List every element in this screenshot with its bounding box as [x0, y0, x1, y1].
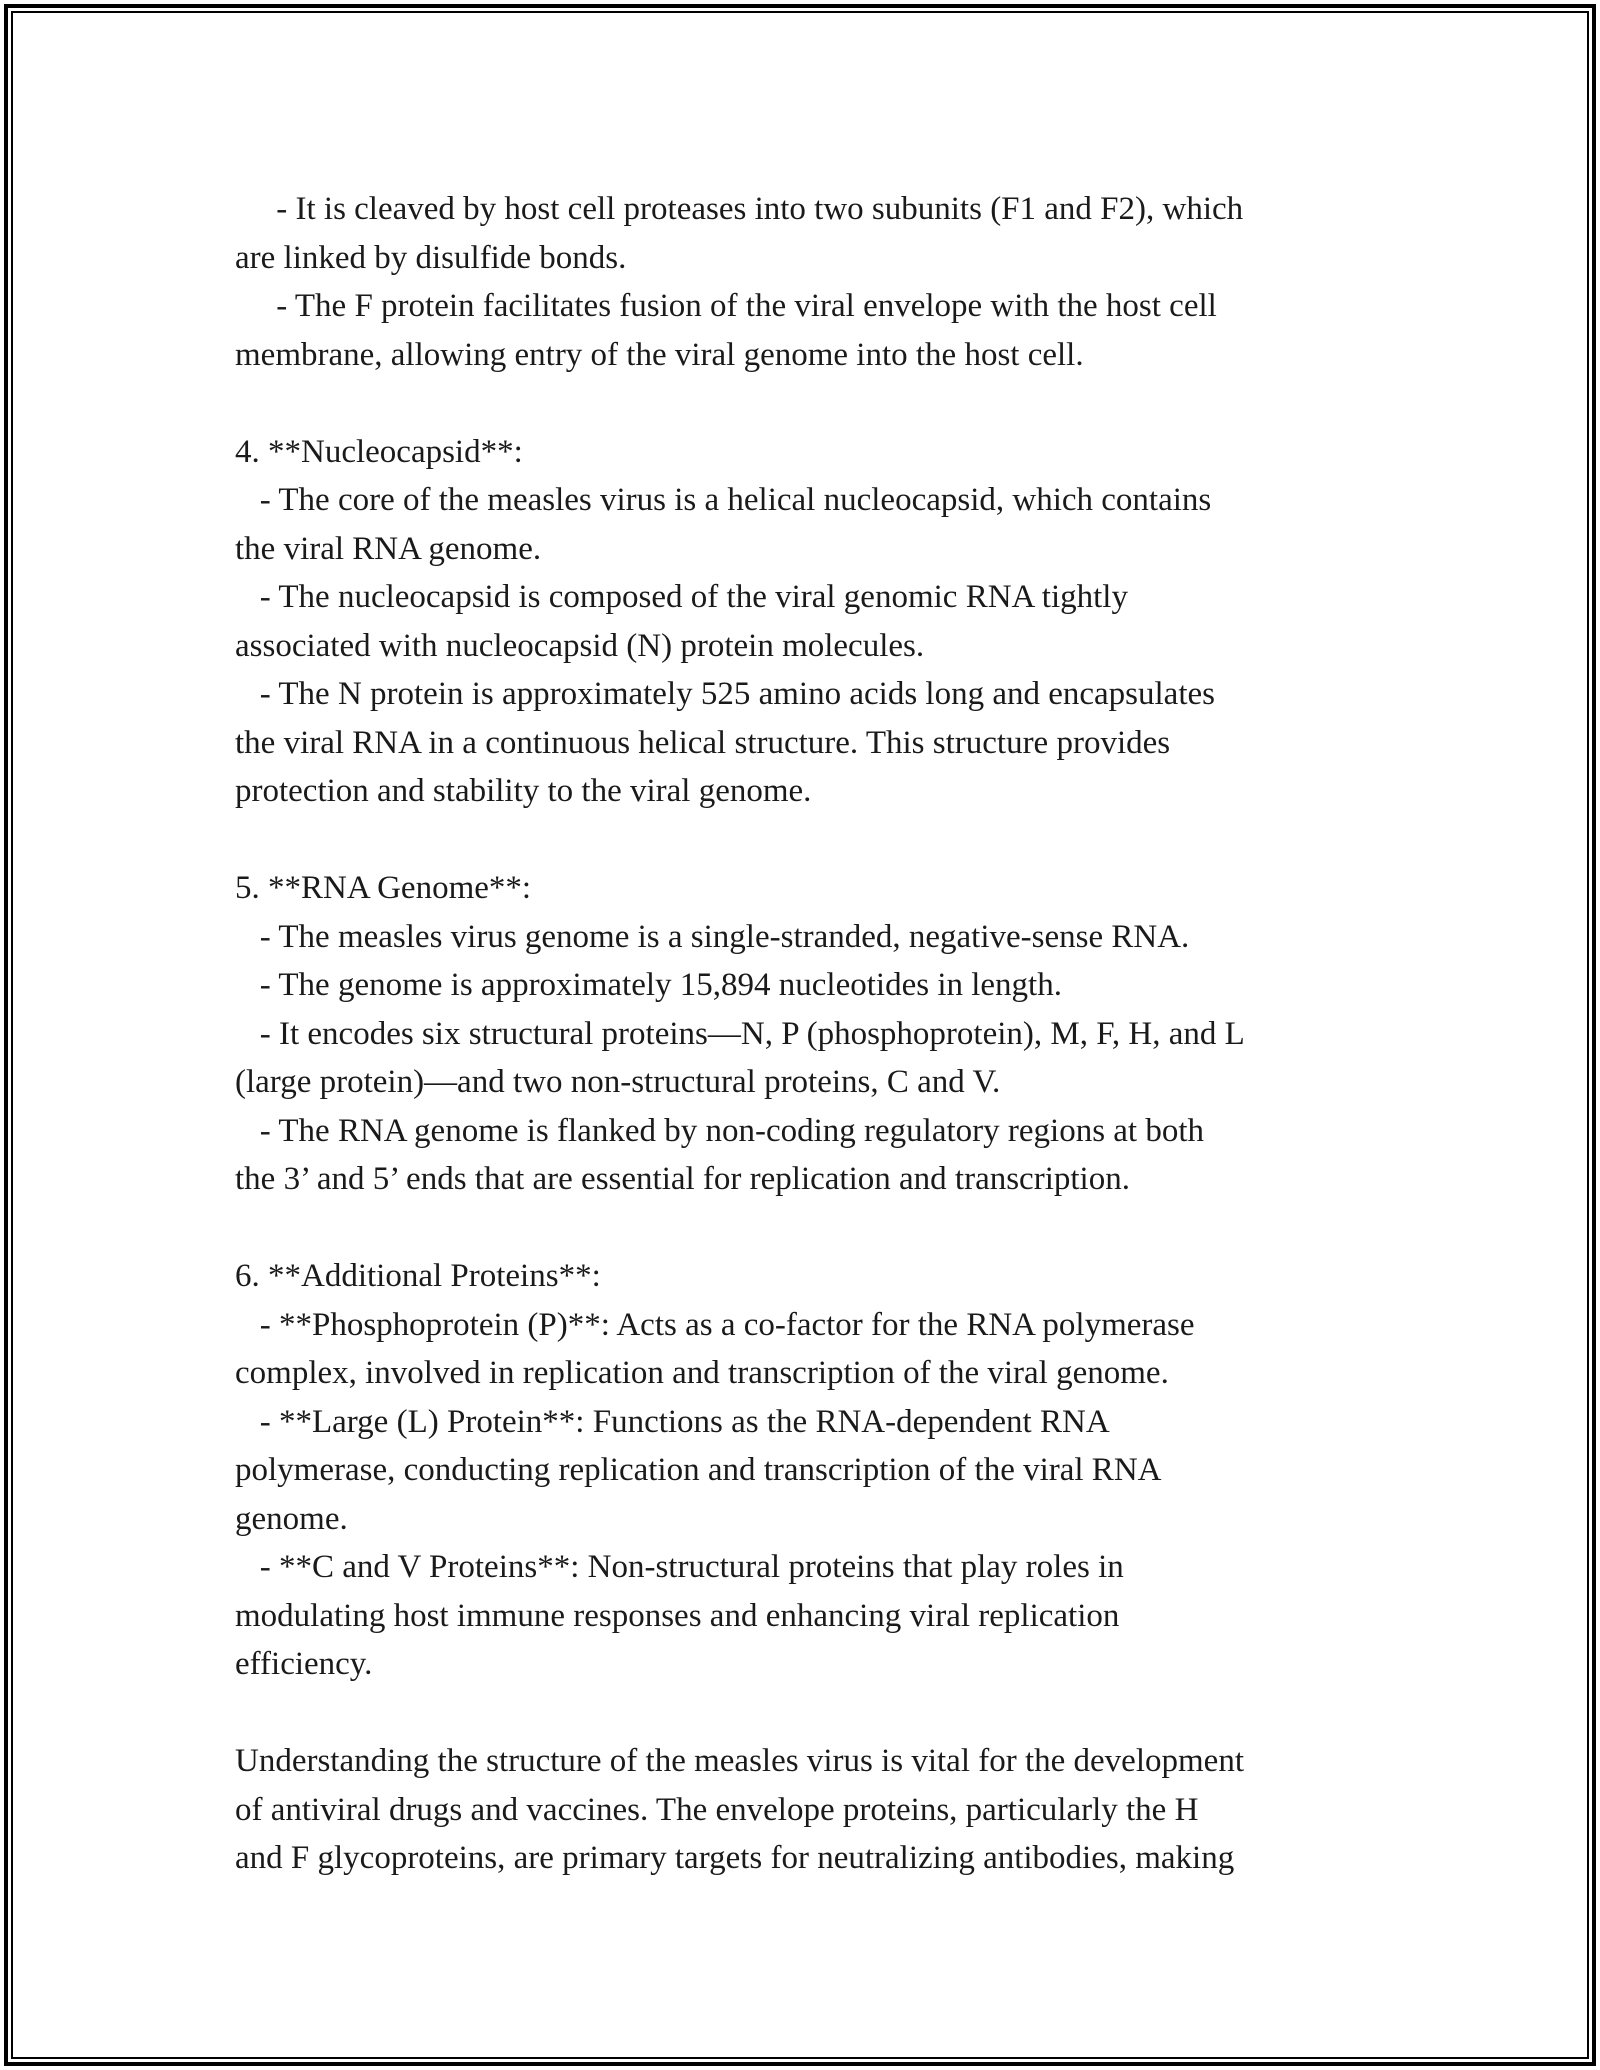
text-line: - The N protein is approximately 525 amino acids long and encapsulates [235, 676, 1215, 712]
section-heading-nucleocapsid: 4. **Nucleocapsid**: [235, 433, 523, 470]
text-line: protection and stability to the viral genome. [235, 773, 812, 809]
text-line: and F glycoproteins, are primary targets for neutralizing antibodies, making [235, 1840, 1235, 1876]
text-line: - The RNA genome is flanked by non-coding regulatory regions at both [235, 1112, 1205, 1149]
text-line: - The F protein facilitates fusion of the viral envelope with the host cell [235, 288, 1217, 324]
text-line: of antiviral drugs and vaccines. The envelope proteins, particularly the H [235, 1791, 1199, 1828]
text-line: - **Phosphoprotein (P)**: Acts as a co-factor for the RNA polymerase [235, 1306, 1195, 1343]
text-line: membrane, allowing entry of the viral genome into the host cell. [235, 336, 1084, 373]
paragraph-gap [235, 379, 1415, 428]
text-line: the 3’ and 5’ ends that are essential for replication and transcription. [235, 1161, 1130, 1197]
text-line: - It is cleaved by host cell proteases into two subunits (F1 and F2), which [235, 191, 1244, 227]
paragraph-gap [235, 1204, 1415, 1253]
paragraph-gap [235, 816, 1415, 865]
text-line: complex, involved in replication and transcription of the viral genome. [235, 1355, 1169, 1391]
text-line: (large protein)—and two non-structural proteins, C and V. [235, 1064, 1001, 1100]
text-line: Understanding the structure of the measles virus is vital for the development [235, 1743, 1244, 1779]
text-line: the viral RNA genome. [235, 530, 542, 567]
document-body [235, 185, 1415, 1883]
text-line: are linked by disulfide bonds. [235, 239, 627, 276]
section-heading-rna-genome: 5. **RNA Genome**: [235, 870, 532, 906]
text-line: genome. [235, 1500, 348, 1537]
text-line: - The genome is approximately 15,894 nucleotides in length. [235, 967, 1062, 1003]
text-line: efficiency. [235, 1646, 373, 1682]
text-line: - It encodes six structural proteins—N, P (phosphoprotein), M, F, H, and L [235, 1015, 1245, 1052]
text-line: - **Large (L) Protein**: Functions as the RNA-dependent RNA [235, 1403, 1110, 1440]
section-heading-additional-proteins: 6. **Additional Proteins**: [235, 1258, 601, 1294]
paragraph-gap [235, 1689, 1415, 1738]
text-line: - **C and V Proteins**: Non-structural proteins that play roles in [235, 1549, 1124, 1585]
text-line: associated with nucleocapsid (N) protein molecules. [235, 627, 925, 664]
text-line: - The measles virus genome is a single-stranded, negative-sense RNA. [235, 918, 1190, 955]
text-line: - The core of the measles virus is a helical nucleocapsid, which contains [235, 482, 1212, 518]
text-line: - The nucleocapsid is composed of the viral genomic RNA tightly [235, 579, 1128, 615]
text-line: the viral RNA in a continuous helical structure. This structure provides [235, 724, 1171, 761]
text-line: polymerase, conducting replication and transcription of the viral RNA [235, 1452, 1162, 1488]
text-line: modulating host immune responses and enhancing viral replication [235, 1597, 1120, 1634]
